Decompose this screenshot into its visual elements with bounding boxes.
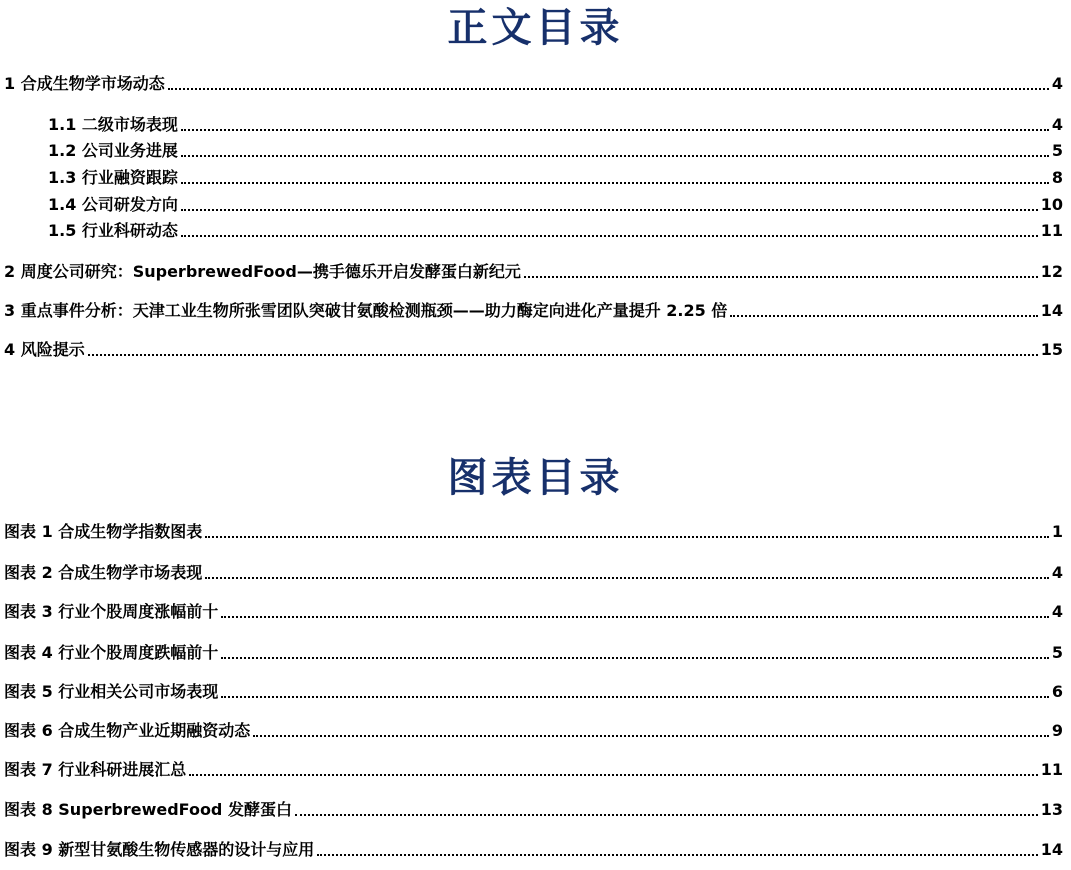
figure-list-title: 图表目录 [447, 454, 624, 501]
dot-leader [181, 155, 1049, 157]
figure-entry-page: 5 [1051, 643, 1063, 662]
figure-entry-page: 9 [1051, 721, 1063, 740]
figure-entry-1[interactable] [4, 520, 1063, 542]
toc-entry-1-5[interactable] [48, 219, 1063, 241]
toc-entry-page: 12 [1040, 262, 1063, 281]
dot-leader [168, 88, 1049, 90]
toc-entry-4[interactable] [4, 338, 1063, 360]
toc-entry-label: 1.2 公司业务进展 [48, 141, 178, 160]
dot-leader [181, 235, 1038, 237]
toc-entry-label: 4 风险提示 [4, 340, 85, 359]
dot-leader [295, 814, 1038, 816]
dot-leader [317, 854, 1037, 856]
toc-entry-page: 8 [1051, 168, 1063, 187]
toc-entry-label: 1.4 公司研发方向 [48, 195, 178, 214]
figure-entry-6[interactable] [4, 719, 1063, 741]
toc-entry-page: 15 [1040, 340, 1063, 359]
figure-entry-page: 6 [1051, 682, 1063, 701]
toc-entry-page: 10 [1040, 195, 1063, 214]
toc-entry-page: 14 [1040, 301, 1063, 320]
dot-leader [181, 182, 1049, 184]
toc-entry-label: 1 合成生物学市场动态 [4, 74, 165, 93]
toc-entry-1-4[interactable] [48, 193, 1063, 215]
figure-entry-label: 图表 5 行业相关公司市场表现 [4, 682, 219, 701]
figure-entry-label: 图表 7 行业科研进展汇总 [4, 760, 187, 779]
toc-entry-page: 11 [1040, 221, 1063, 240]
figure-entry-page: 11 [1040, 760, 1063, 779]
dot-leader [88, 354, 1038, 356]
figure-entry-2[interactable] [4, 561, 1063, 583]
figure-entry-page: 1 [1051, 522, 1063, 541]
dot-leader [205, 577, 1049, 579]
toc-entry-label: 1.5 行业科研动态 [48, 221, 178, 240]
toc-entry-page: 5 [1051, 141, 1063, 160]
toc-entry-2[interactable] [4, 260, 1063, 282]
figure-entry-page: 4 [1051, 563, 1063, 582]
dot-leader [524, 276, 1038, 278]
figure-entry-label: 图表 2 合成生物学市场表现 [4, 563, 203, 582]
toc-entry-page: 4 [1051, 74, 1063, 93]
figure-entry-3[interactable] [4, 600, 1063, 622]
figure-entry-page: 4 [1051, 602, 1063, 621]
figure-entry-label: 图表 4 行业个股周度跌幅前十 [4, 643, 219, 662]
dot-leader [205, 536, 1049, 538]
figure-entry-page: 14 [1040, 840, 1063, 859]
figure-entry-label: 图表 6 合成生物产业近期融资动态 [4, 721, 251, 740]
toc-entry-1-2[interactable] [48, 139, 1063, 161]
toc-entry-label: 1.3 行业融资跟踪 [48, 168, 178, 187]
dot-leader [253, 735, 1049, 737]
figure-entry-5[interactable] [4, 680, 1063, 702]
toc-entry-1-1[interactable] [48, 113, 1063, 135]
dot-leader [181, 129, 1049, 131]
figure-entry-label: 图表 3 行业个股周度涨幅前十 [4, 602, 219, 621]
figure-entry-8[interactable] [4, 798, 1063, 820]
toc-entry-1[interactable] [4, 72, 1063, 94]
figure-entry-page: 13 [1040, 800, 1063, 819]
dot-leader [221, 616, 1049, 618]
dot-leader [221, 696, 1049, 698]
toc-title: 正文目录 [447, 4, 624, 51]
figure-entry-7[interactable] [4, 758, 1063, 780]
dot-leader [730, 315, 1037, 317]
figure-entry-label: 图表 1 合成生物学指数图表 [4, 522, 203, 541]
toc-entry-page: 4 [1051, 115, 1063, 134]
figure-entry-4[interactable] [4, 641, 1063, 663]
figure-entry-9[interactable] [4, 838, 1063, 860]
dot-leader [189, 774, 1037, 776]
toc-entry-1-3[interactable] [48, 166, 1063, 188]
toc-entry-3[interactable] [4, 299, 1063, 321]
figure-entry-label: 图表 8 SuperbrewedFood 发酵蛋白 [4, 800, 292, 819]
dot-leader [181, 209, 1038, 211]
dot-leader [221, 657, 1049, 659]
toc-entry-label: 1.1 二级市场表现 [48, 115, 178, 134]
toc-entry-label: 2 周度公司研究：SuperbrewedFood—携手德乐开启发酵蛋白新纪元 [4, 262, 521, 281]
toc-entry-label: 3 重点事件分析：天津工业生物所张雪团队突破甘氨酸检测瓶颈——助力酶定向进化产量提升 2.25 倍 [4, 301, 728, 320]
figure-entry-label: 图表 9 新型甘氨酸生物传感器的设计与应用 [4, 840, 315, 859]
